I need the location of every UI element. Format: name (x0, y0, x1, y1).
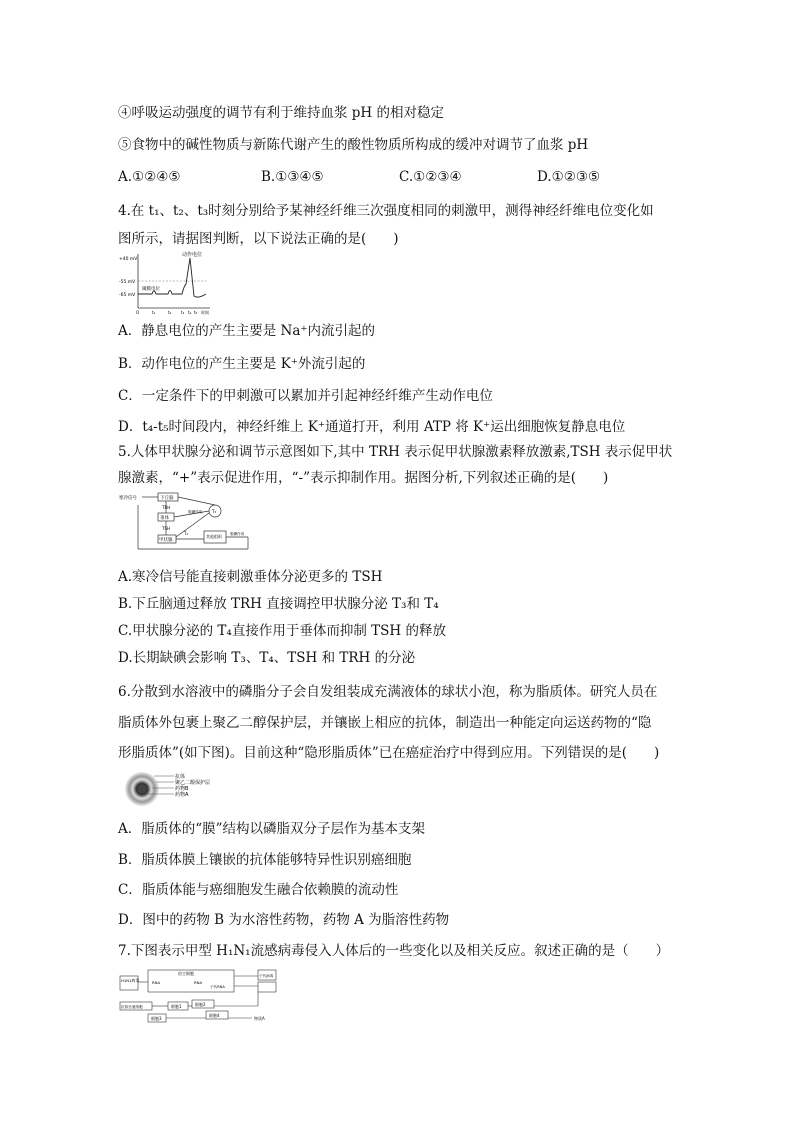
thyroid-label: 甲状腺 (159, 538, 173, 543)
q5-option-c: C.甲状腺分泌的 T₄直接作用于垂体而抑制 TSH 的释放 (118, 623, 446, 639)
option-a: A.①②④⑤ (118, 169, 181, 185)
q6-liposome-figure (118, 770, 218, 812)
q4-stem-line2: 图所示，请据图判断，以下说法正确的是( ) (118, 231, 399, 247)
q7-stem: 7.下图表示甲型 H₁N₁流感病毒侵入人体后的一些变化以及相关反应。叙述正确的是（ ） (118, 943, 670, 959)
x-label-o: O (136, 310, 140, 315)
option-d: D.①②③⑤ (537, 169, 601, 185)
substance-a-label: 物质A (254, 1016, 265, 1021)
drug-a-label: 药物A (175, 792, 189, 798)
q5-thyroid-regulation-figure (118, 489, 258, 559)
q7-virus-response-figure (118, 966, 280, 1030)
q4-membrane-potential-figure (118, 250, 218, 320)
host-cell-label: 宿主细胞 (178, 971, 194, 976)
hypothalamus-label: 下丘脑 (160, 496, 174, 501)
deiodination-label-1: 脱碘作用 (188, 510, 203, 514)
q6-option-c: C．脂质体能与癌细胞发生融合依赖膜的流动性 (118, 882, 399, 898)
cell2-label: 细胞2 (195, 1002, 206, 1007)
q5-stem-line1: 5.人体甲状腺分泌和调节示意图如下,其中 TRH 表示促甲状腺激素释放激素,TSH 表示促甲状 (118, 444, 673, 460)
rna-label-1: RNA (152, 980, 161, 985)
x-label-t1: t₁ (152, 310, 156, 315)
q6-option-b: B．脂质体膜上镶嵌的抗体能够特异性识别癌细胞 (118, 852, 412, 868)
x-label-t4: t₄ (188, 310, 192, 315)
q4-option-c: C．一定条件下的甲刺激可以累加并引起神经纤维产生动作电位 (118, 388, 493, 404)
cold-signal-label: 寒冷信号 (119, 496, 137, 501)
apc-label: 抗原呈递细胞 (121, 1005, 143, 1009)
progeny-rna-label: 子代RNA (210, 985, 225, 989)
q6-stem-line2: 脂质体外包裹上聚乙二醇保护层，并镶嵌上相应的抗体，制造出一种能定向运送药物的“隐 (118, 715, 652, 731)
q5-option-a: A.寒冷信号能直接刺激垂体分泌更多的 TSH (118, 569, 383, 585)
rest-label: 阈膜电位 (142, 287, 160, 292)
drug-b-label: 药物B (175, 786, 189, 792)
peg-layer-label: 聚乙二醇保护层 (175, 780, 211, 786)
x-label-t3: t₃ (181, 310, 185, 315)
progeny-virus-label: 子代病毒 (259, 974, 274, 978)
q5-option-d: D.长期缺碘会影响 T₃、T₄、TSH 和 TRH 的分泌 (118, 650, 416, 666)
peak-label: 动作电位 (182, 252, 203, 258)
q6-stem-line1: 6.分散到水溶液中的磷脂分子会自发组装成充满液体的球状小泡，称为脂质体。研究人员在 (118, 684, 658, 700)
antibody-label: 抗体 (175, 774, 186, 780)
cell4-label: 细胞4 (209, 1013, 220, 1018)
other-tissue-label: 其他组织 (206, 534, 222, 539)
cell1-label: 细胞1 (171, 1004, 182, 1009)
y-label-55: -55 mV (119, 280, 136, 285)
x-label-time: 时间 (201, 310, 209, 315)
x-label-t5: t₅ (194, 310, 198, 315)
x-label-t2: t₂ (168, 310, 172, 315)
q6-stem-line3: 形脂质体”(如下图)。目前这种“隐形脂质体”已在癌症治疗中得到应用。下列错误的是( ) (118, 745, 660, 761)
item-5-text: ⑤食物中的碱性物质与新陈代谢产生的酸性物质所构成的缓冲对调节了血浆 pH (118, 137, 589, 153)
y-label-65: -65 mV (119, 293, 136, 298)
tsh-label: TSH (162, 526, 170, 531)
q5-stem-line2: 腺激素，“+”表示促进作用，“-”表示抑制作用。据图分析,下列叙述正确的是( ) (118, 470, 609, 486)
q4-option-a: A．静息电位的产生主要是 Na⁺内流引起的 (118, 323, 376, 339)
q6-option-d: D．图中的药物 B 为水溶性药物，药物 A 为脂溶性药物 (118, 912, 450, 928)
option-b: B.①③④⑤ (261, 169, 324, 185)
trh-label: TRH (162, 505, 171, 510)
deiodination-label-2: 脱碘作用 (230, 532, 245, 536)
t4-label: T₄ (184, 531, 189, 536)
t3-label: T₃ (212, 509, 217, 514)
q5-option-b: B.下丘脑通过释放 TRH 直接调控甲状腺分泌 T₃和 T₄ (118, 596, 439, 612)
q4-option-d: D．t₄-t₅时间段内，神经纤维上 K⁺通道打开，利用 ATP 将 K⁺运出细胞恢复静息电位 (118, 419, 626, 435)
option-c: C.①②③④ (399, 169, 462, 185)
virus-label: H1N1病毒 (121, 978, 140, 983)
cell3-label: 细胞3 (151, 1016, 162, 1021)
rna-label-2: RNA (194, 980, 203, 985)
y-label-40: +40 mV (119, 257, 138, 262)
item-4-text: ④呼吸运动强度的调节有利于维持血浆 pH 的相对稳定 (118, 105, 444, 121)
q6-option-a: A．脂质体的“膜”结构以磷脂双分子层作为基本支架 (118, 821, 426, 837)
q4-option-b: B．动作电位的产生主要是 K⁺外流引起的 (118, 356, 366, 372)
pituitary-label: 垂体 (160, 516, 169, 521)
q4-stem-line1: 4.在 t₁、t₂、t₃时刻分别给予某神经纤维三次强度相同的刺激甲，测得神经纤维电位变化如 (118, 203, 654, 219)
